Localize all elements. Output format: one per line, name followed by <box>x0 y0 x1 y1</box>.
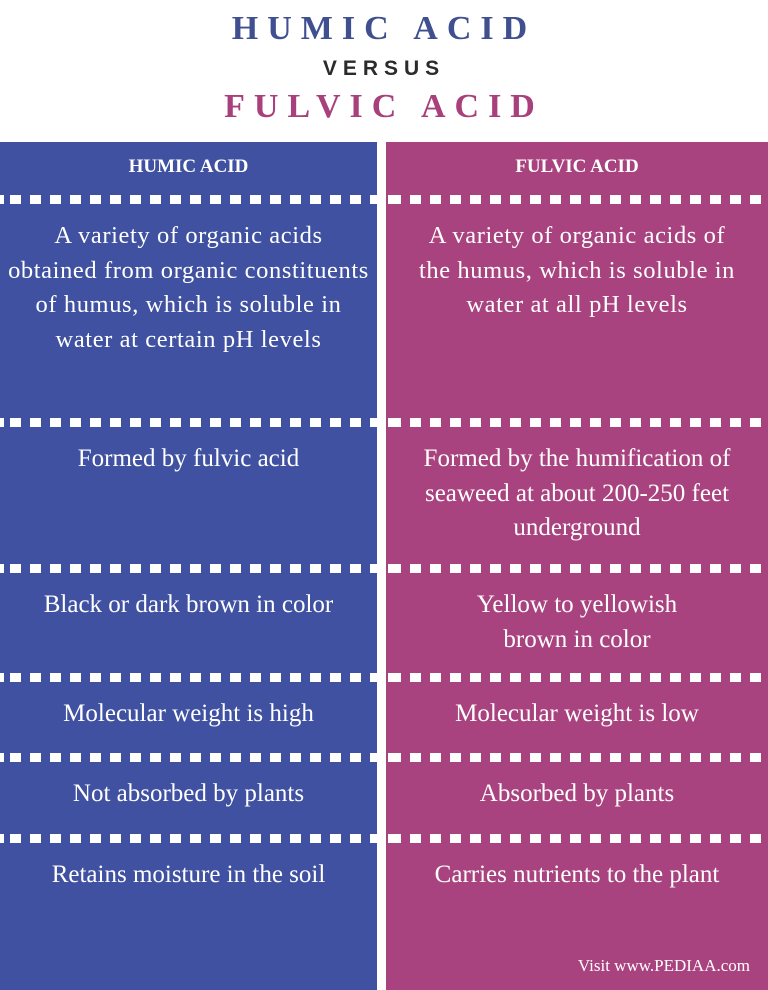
humic-cell-molecular-weight: Molecular weight is high <box>63 700 314 727</box>
humic-cell-definition: A variety of organic acids obtained from organic constituents of humus, which is soluble in water at certain pH levels <box>8 222 369 353</box>
fulvic-cell-color: Yellow to yellowish brown in color <box>476 591 678 653</box>
row-divider <box>0 564 377 573</box>
row-divider <box>0 673 377 682</box>
fulvic-column-heading: FULVIC ACID <box>515 156 639 177</box>
row-divider <box>386 834 768 843</box>
header <box>0 0 768 142</box>
source-footer: Visit www.PEDIAA.com <box>577 956 750 975</box>
fulvic-cell-definition: A variety of organic acids of the humus, which is soluble in water at all pH levels <box>418 222 736 318</box>
humic-column <box>0 142 377 990</box>
fulvic-cell-absorption: Absorbed by plants <box>479 780 675 807</box>
title-humic-acid: HUMIC ACID <box>231 10 537 47</box>
row-divider <box>386 753 768 762</box>
row-divider <box>386 195 768 204</box>
row-divider <box>0 834 377 843</box>
row-divider <box>0 418 377 427</box>
fulvic-cell-molecular-weight: Molecular weight is low <box>455 700 699 727</box>
title-fulvic-acid: FULVIC ACID <box>224 88 544 125</box>
humic-cell-color: Black or dark brown in color <box>43 591 334 618</box>
row-divider <box>386 673 768 682</box>
title-versus: VERSUS <box>322 57 446 80</box>
row-divider <box>386 418 768 427</box>
fulvic-column <box>386 142 768 990</box>
column-gap <box>377 142 386 990</box>
row-divider <box>386 564 768 573</box>
humic-cell-absorption: Not absorbed by plants <box>72 780 305 807</box>
fulvic-cell-formation: Formed by the humification of seaweed at about 200-250 feet underground <box>423 445 731 541</box>
humic-cell-formation: Formed by fulvic acid <box>77 445 300 472</box>
row-divider <box>0 753 377 762</box>
humic-column-heading: HUMIC ACID <box>128 156 249 177</box>
humic-cell-function: Retains moisture in the soil <box>51 861 326 888</box>
row-divider <box>0 195 377 204</box>
fulvic-cell-function: Carries nutrients to the plant <box>434 861 720 888</box>
